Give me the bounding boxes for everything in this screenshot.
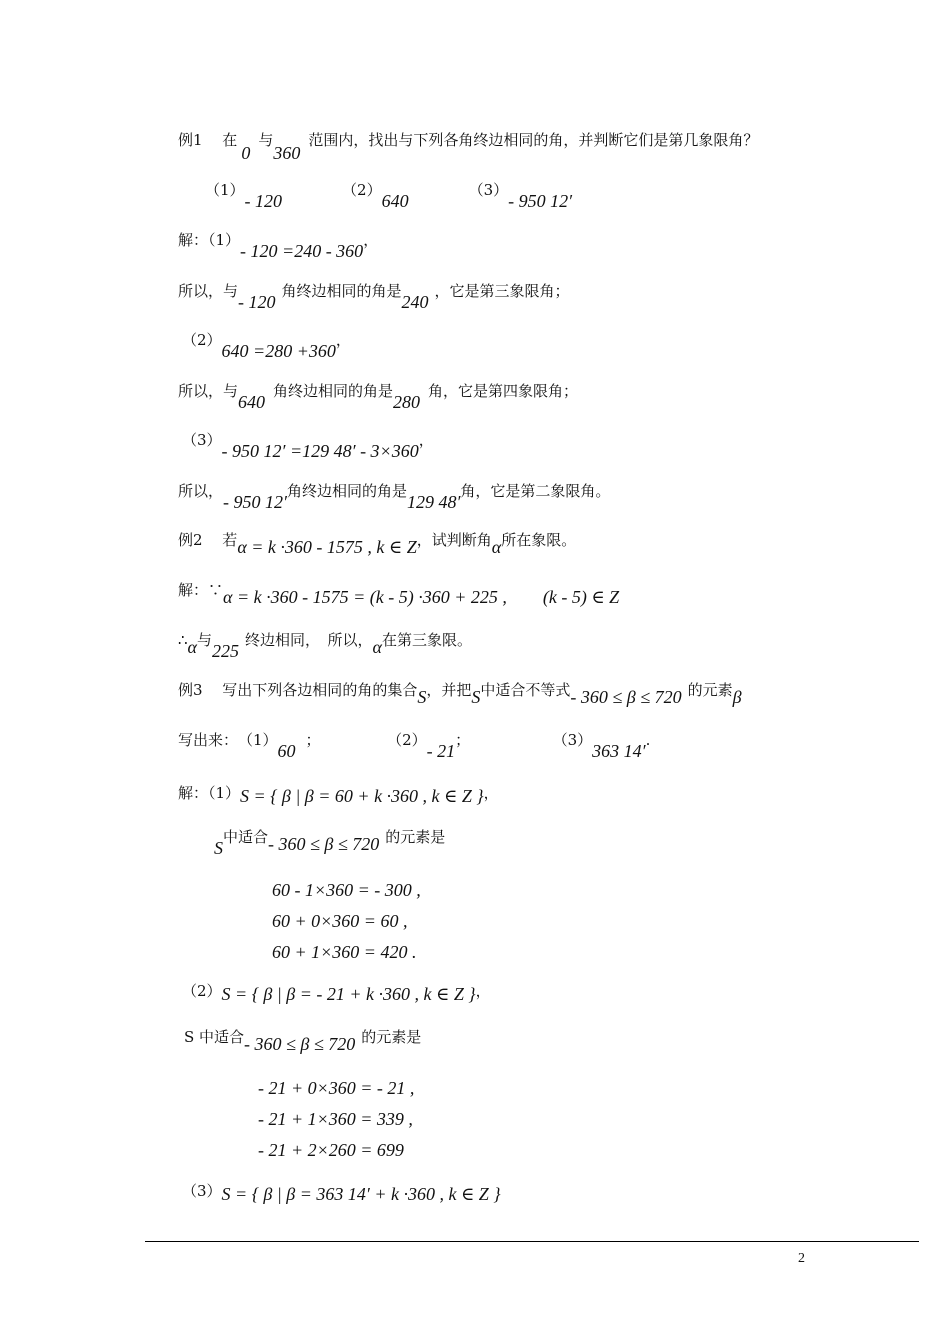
line-sol3-2-r2 bbox=[258, 1109, 413, 1130]
text-run: 角终边相同的角是 bbox=[273, 382, 394, 400]
text-run: 例3 写出下列各边相同的角的集合 bbox=[178, 681, 418, 699]
text-run: 例1 在 bbox=[178, 131, 238, 149]
text-run: 与 bbox=[258, 131, 274, 149]
math-expression: - 21 + 0×360 = - 21 , bbox=[258, 1078, 415, 1098]
math-expression: 60 + 0×360 = 60 , bbox=[272, 911, 408, 931]
line-sol3-2-sub bbox=[184, 1026, 422, 1054]
text-run: （2） bbox=[342, 181, 382, 199]
math-expression: S = { β | β = 363 14′ + k ·360 , k ∈ Z } bbox=[221, 1184, 501, 1204]
math-expression: 363 14′ bbox=[592, 741, 646, 761]
text-run: ， bbox=[363, 231, 379, 249]
text-run: 与 bbox=[197, 631, 213, 649]
text-run: （3） bbox=[560, 731, 593, 749]
line-ex1-items bbox=[205, 179, 573, 211]
text-run: 终边相同， 所以， bbox=[245, 631, 373, 649]
line-ex3-title bbox=[178, 679, 742, 707]
text-run: ； bbox=[305, 731, 321, 749]
math-expression: α bbox=[491, 537, 502, 557]
text-run: 角，它是第二象限角。 bbox=[460, 482, 611, 500]
math-expression: - 21 bbox=[426, 741, 456, 761]
text-run: ， bbox=[418, 431, 434, 449]
math-expression: S bbox=[214, 838, 223, 858]
math-expression: - 21 + 1×360 = 339 , bbox=[258, 1109, 413, 1129]
text-run: ， bbox=[483, 784, 499, 802]
line-sol1-2-concl bbox=[178, 380, 579, 412]
text-run: ， bbox=[475, 982, 491, 1000]
text-run: 中适合不等式 bbox=[480, 681, 571, 699]
line-sol3-2-r1 bbox=[258, 1078, 414, 1099]
text-run: 解：（1） bbox=[178, 784, 241, 802]
math-expression: - 360 ≤ β ≤ 720 bbox=[570, 687, 682, 707]
text-run: ∴ bbox=[178, 631, 188, 649]
text-run: 所以，与 bbox=[178, 382, 239, 400]
math-expression: α bbox=[187, 637, 197, 657]
line-sol3-1 bbox=[178, 782, 499, 806]
text-run: （1） bbox=[205, 181, 245, 199]
math-expression: 60 bbox=[277, 741, 296, 761]
text-run: （3） bbox=[468, 181, 509, 199]
text-run: 的元素 bbox=[687, 681, 733, 699]
text-run: 解：（1） bbox=[178, 231, 241, 249]
math-expression: 240 bbox=[401, 292, 429, 312]
math-expression: - 360 ≤ β ≤ 720 bbox=[244, 1034, 356, 1054]
line-sol1-1 bbox=[178, 229, 379, 261]
line-sol2 bbox=[178, 579, 620, 607]
math-expression: 640 bbox=[381, 191, 409, 211]
text-run: （3） bbox=[182, 1182, 222, 1200]
text-run: . bbox=[645, 731, 651, 749]
math-expression: 640 bbox=[238, 392, 266, 412]
text-run: 例2 若 bbox=[178, 531, 238, 549]
text-run: 所在象限。 bbox=[501, 531, 577, 549]
text-run: 角终边相同的角是 bbox=[281, 282, 402, 300]
text-run: 写出来： （1） bbox=[178, 731, 278, 749]
text-run: （2） bbox=[182, 331, 222, 349]
text-run: ，它是第三象限角； bbox=[434, 282, 570, 300]
math-expression: 60 - 1×360 = - 300 , bbox=[272, 880, 421, 900]
text-run: 所以， bbox=[178, 482, 224, 500]
math-expression: 280 bbox=[393, 392, 421, 412]
math-expression: β bbox=[732, 687, 742, 707]
line-sol1-3 bbox=[182, 429, 434, 461]
math-expression: 129 48′ bbox=[406, 492, 461, 512]
text-run: 解：∵ bbox=[178, 581, 224, 599]
line-sol3-2 bbox=[182, 980, 491, 1004]
text-run: 角终边相同的角是 bbox=[286, 482, 407, 500]
math-expression: - 120 =240 - 360 bbox=[240, 241, 364, 261]
line-sol3-1-r1 bbox=[272, 880, 421, 901]
line-sol3-1-r3 bbox=[272, 942, 416, 963]
text-run: 角，它是第四象限角； bbox=[428, 382, 579, 400]
line-sol1-3-concl bbox=[178, 480, 611, 512]
line-sol3-1-sub bbox=[214, 826, 446, 858]
math-expression: - 360 ≤ β ≤ 720 bbox=[268, 834, 380, 854]
text-run: ，试判断角 bbox=[416, 531, 492, 549]
text-run: 在第三象限。 bbox=[381, 631, 472, 649]
text-run: 范围内，找出与下列各角终边相同的角，并判断它们是第几象限角？ bbox=[308, 131, 759, 149]
math-expression: S = { β | β = 60 + k ·360 , k ∈ Z } bbox=[240, 786, 484, 806]
math-expression: - 21 + 2×260 = 699 bbox=[258, 1140, 404, 1160]
line-sol3-1-r2 bbox=[272, 911, 407, 932]
text-run: 中适合 bbox=[223, 828, 269, 846]
math-expression: S bbox=[471, 687, 481, 707]
text-run: ， bbox=[335, 331, 351, 349]
math-expression: - 950 12′ =129 48′ - 3×360 bbox=[221, 441, 419, 461]
math-expression: S bbox=[417, 687, 427, 707]
footer-rule bbox=[145, 1241, 919, 1242]
line-sol2-concl bbox=[178, 629, 472, 661]
line-ex2-title bbox=[178, 529, 577, 557]
math-expression: 640 =280 +360 bbox=[221, 341, 336, 361]
line-ex1-title bbox=[178, 129, 759, 163]
text-run: ； bbox=[455, 731, 471, 749]
math-expression: α = k ·360 - 1575 , k ∈ Z bbox=[237, 537, 417, 557]
math-expression: - 120 bbox=[238, 292, 276, 312]
page-number: 2 bbox=[798, 1251, 805, 1266]
math-expression: - 950 12′ bbox=[223, 492, 287, 512]
text-run: ，并把 bbox=[426, 681, 472, 699]
math-expression: S = { β | β = - 21 + k ·360 , k ∈ Z } bbox=[221, 984, 476, 1004]
math-expression: 60 + 1×360 = 420 . bbox=[272, 942, 417, 962]
math-expression: 360 bbox=[273, 143, 301, 163]
math-expression: (k - 5) ∈ Z bbox=[542, 587, 620, 607]
text-run: S 中适合 bbox=[184, 1028, 245, 1046]
text-run: 的元素是 bbox=[361, 1028, 422, 1046]
math-expression: 225 bbox=[212, 641, 240, 661]
math-expression: - 120 bbox=[244, 191, 283, 211]
text-run: （2） bbox=[182, 982, 222, 1000]
line-ex3-items bbox=[178, 729, 651, 761]
text-run: （3） bbox=[182, 431, 222, 449]
text-run: （2） bbox=[394, 731, 427, 749]
line-sol1-2 bbox=[182, 329, 351, 361]
line-sol3-3 bbox=[182, 1180, 501, 1204]
text-run: 所以，与 bbox=[178, 282, 239, 300]
line-sol1-1-concl bbox=[178, 280, 570, 312]
math-expression: α bbox=[372, 637, 382, 657]
line-sol3-2-r3 bbox=[258, 1140, 404, 1161]
math-expression: - 950 12′ bbox=[508, 191, 573, 211]
math-expression: 0 bbox=[241, 143, 251, 163]
text-run: 的元素是 bbox=[385, 828, 446, 846]
math-expression: α = k ·360 - 1575 = (k - 5) ·360 + 225 , bbox=[223, 587, 507, 607]
